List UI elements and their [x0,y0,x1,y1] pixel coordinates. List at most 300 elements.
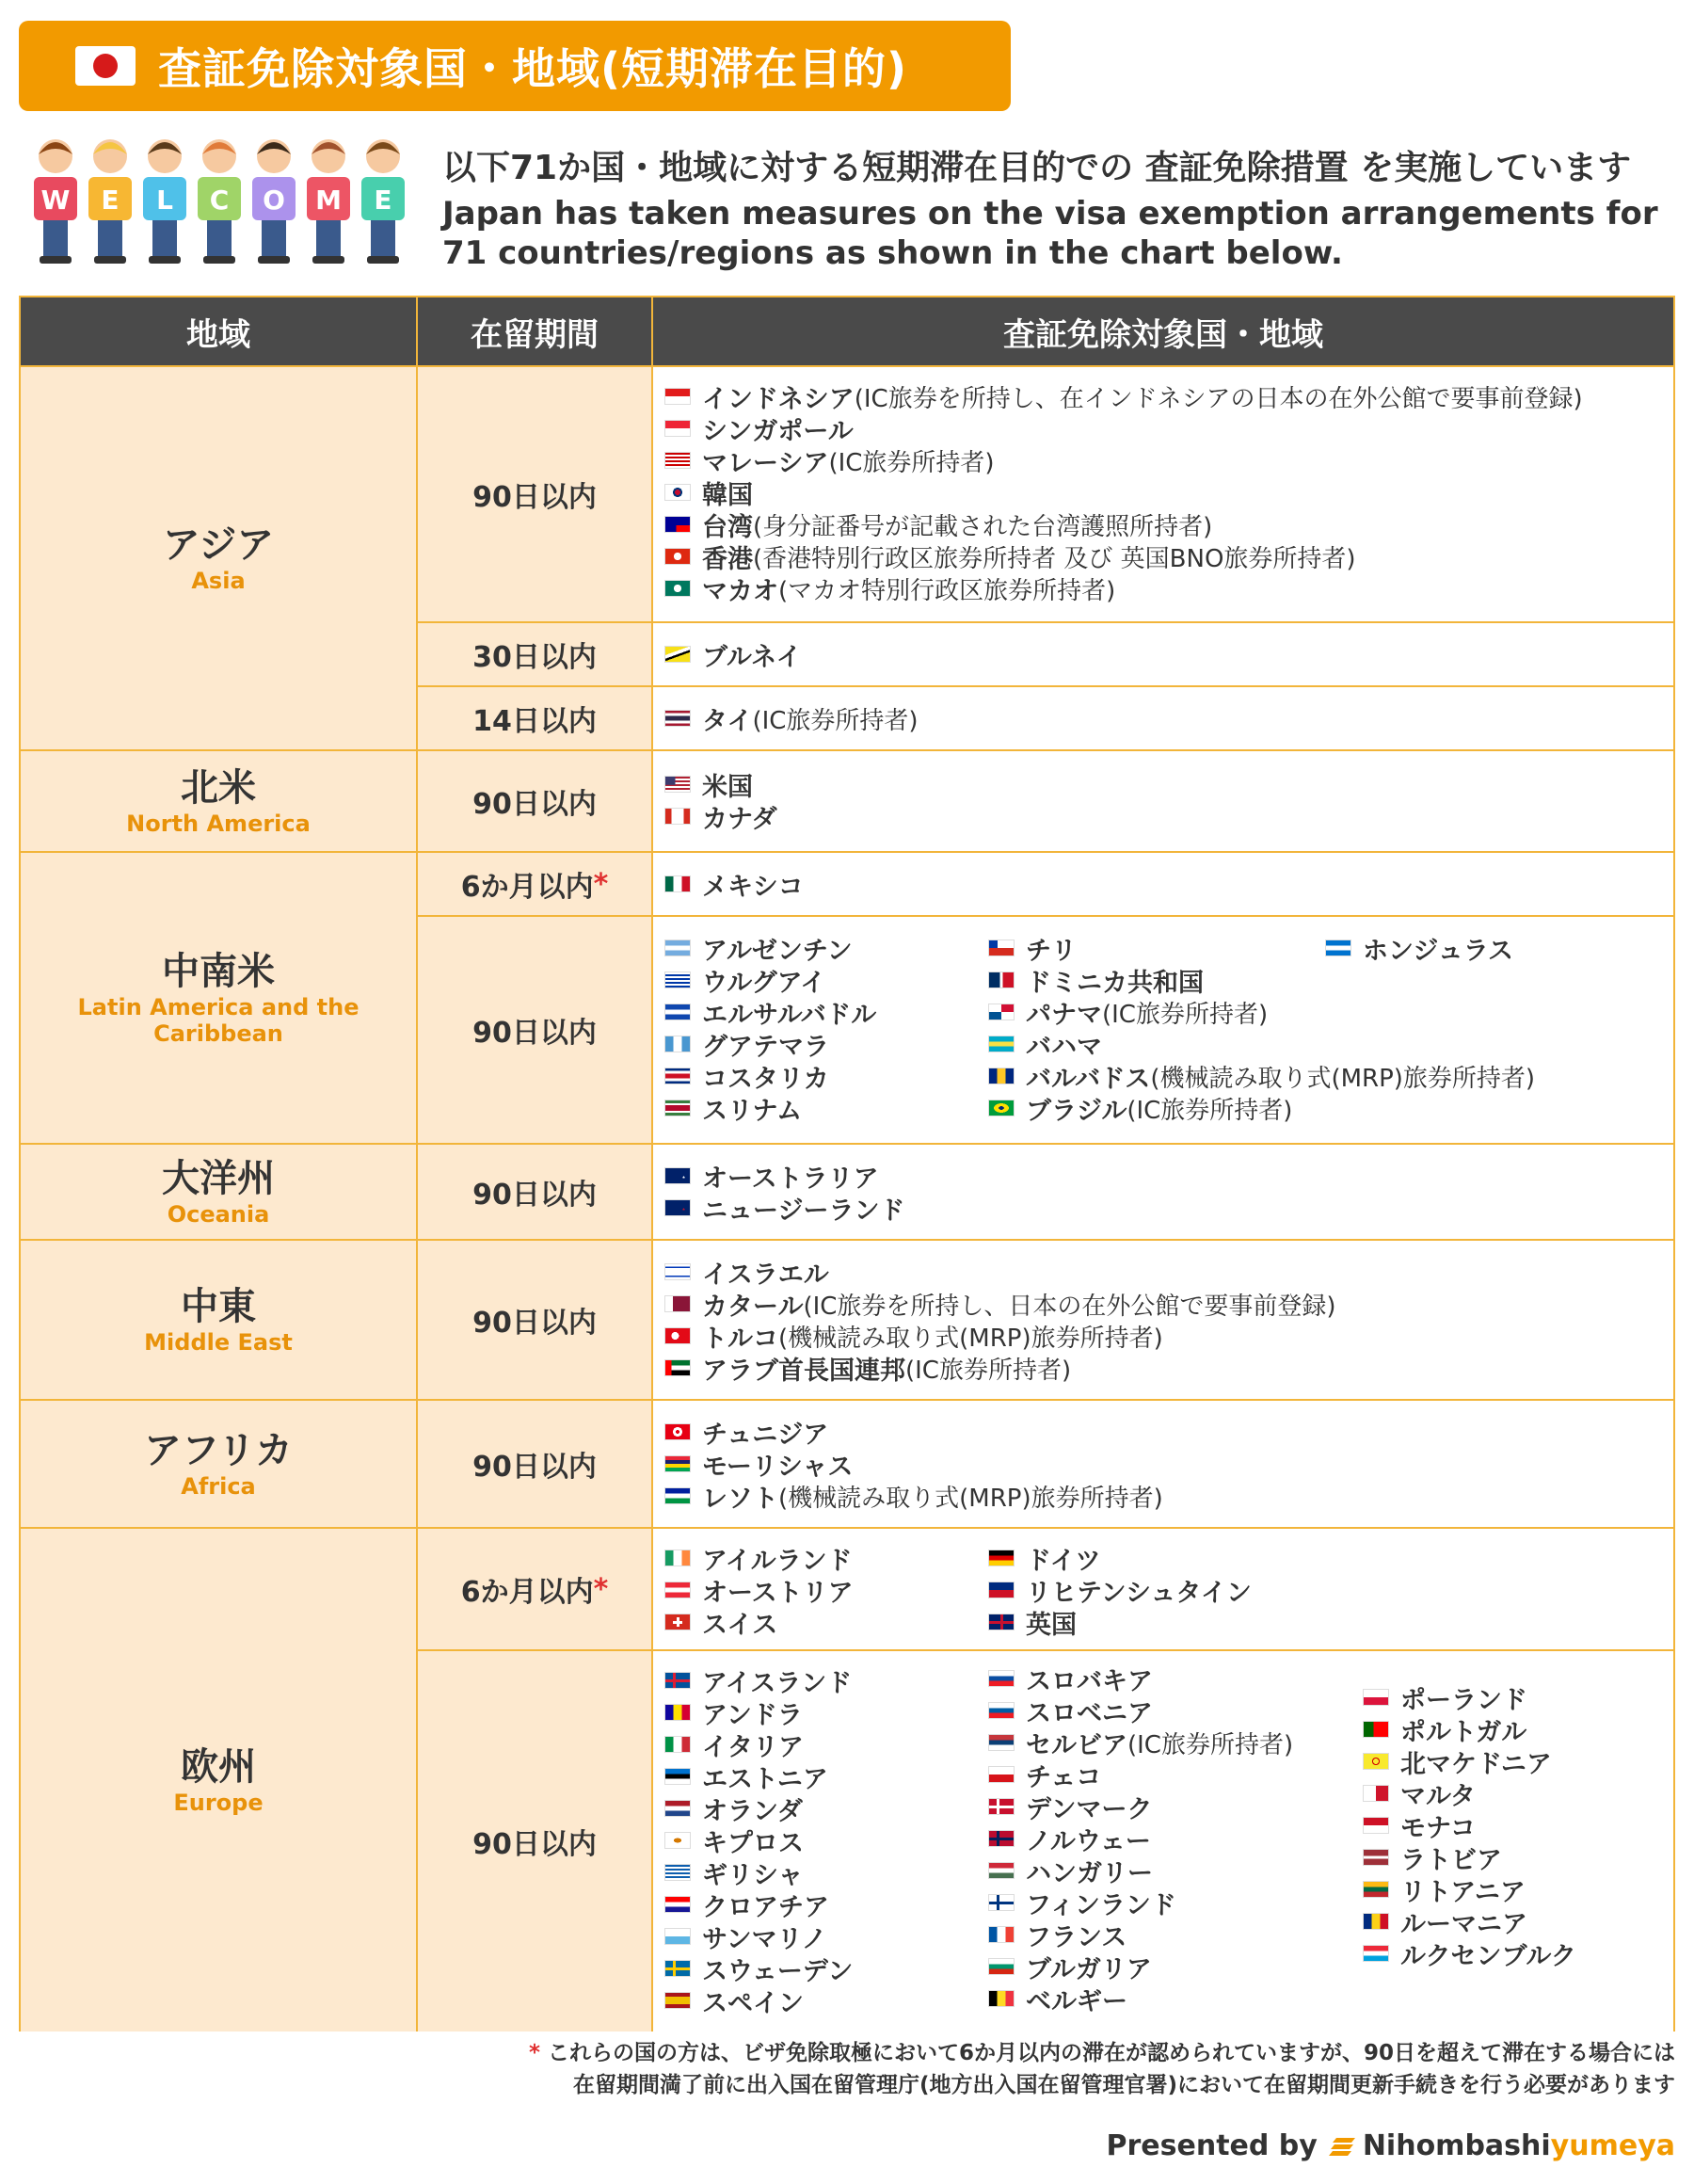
flag-pa-icon [988,1004,1015,1020]
country-item [664,444,1583,476]
flag-tn-icon [664,1423,691,1440]
country-name: エストニア [702,1764,828,1794]
country-name: スリナム [702,1096,803,1126]
country-item [1325,932,1513,964]
region-name-jp: 中南米 [162,950,275,993]
country-name: リトアニア [1400,1877,1526,1907]
country-item [988,1887,1293,1919]
asterisk: * [528,2041,540,2065]
country-name: ハンガリー [1026,1858,1153,1888]
flag-cy-icon [664,1832,691,1849]
country-item [1363,1809,1576,1841]
country-name: タイ [702,706,753,736]
country-item [1363,1873,1576,1905]
countries-latam-6m [651,851,1673,915]
welcome-letter: M [315,185,342,216]
country-name: ブラジル [1026,1096,1127,1126]
country-name: サンマリノ [702,1924,827,1954]
country-note: (IC旅券所持者) [828,448,995,477]
kid-figure [361,139,405,264]
country-name: バハマ [1026,1032,1102,1062]
flag-be-icon [988,1990,1015,2007]
flag-hu-icon [988,1862,1015,1879]
country-item [664,476,1583,508]
flag-nz-icon [664,1199,691,1216]
countries-latam-90 [651,915,1673,1143]
country-note: (IC旅券所持者) [752,706,919,735]
flag-qa-icon [664,1295,691,1312]
kid-figure [143,139,186,264]
country-name: オランダ [702,1796,803,1826]
flag-sv-icon [664,1004,691,1020]
country-item [664,1416,1163,1448]
country-note: (IC旅券所持者) [1127,1730,1294,1759]
region-name-jp: 欧州 [181,1745,256,1789]
stay-latam-90: 90日以内 [416,915,651,1143]
country-item [664,1792,853,1824]
country-name: ブルネイ [702,642,802,672]
stay-eu-6m [416,1527,651,1649]
flag-mo-icon [664,580,691,597]
country-name: スイス [702,1610,778,1640]
country-item [988,1542,1252,1574]
flag-us-icon [664,776,691,793]
country-item [988,1028,1535,1060]
visa-exemption-table [19,296,1675,2031]
flag-sg-icon [664,420,691,437]
country-item [988,1574,1252,1606]
flag-lv-icon [1363,1849,1389,1866]
flag-br-icon [988,1100,1015,1116]
brand-a: Nihombashi [1362,2129,1551,2162]
country-item [664,1480,1163,1512]
country-item [664,1574,854,1606]
welcome-kids-illustration [23,128,427,279]
country-item [664,1856,853,1888]
stay-oceania-90: 90日以内 [416,1143,651,1239]
country-note: (IC旅券を所持し、日本の在外公館で要事前登録) [803,1292,1336,1321]
country-item [664,1160,904,1192]
welcome-letter: E [101,185,120,216]
country-item [664,1920,853,1952]
country-item [988,964,1535,996]
stay-africa-90: 90日以内 [416,1399,651,1527]
countries-eu-6m [651,1527,1673,1649]
region-name-en: North America [126,811,311,837]
stay-asia-30: 30日以内 [416,621,651,685]
flag-si-icon [988,1702,1015,1719]
country-item [664,412,1583,444]
flag-bg-icon [988,1958,1015,1975]
intro-en-line2: 71 countries/regions as shown in the chart below. [442,234,1343,272]
flag-gt-icon [664,1036,691,1052]
country-name: シンガポール [702,416,854,446]
flag-cz-icon [988,1766,1015,1783]
welcome-letter: C [209,185,230,216]
flag-ca-icon [664,808,691,825]
flag-nl-icon [664,1800,691,1817]
flag-fr-icon [988,1926,1015,1943]
countries-oceania-90 [651,1143,1673,1239]
stay-label: 6か月以内 [460,871,594,904]
header-region: 地域 [21,297,416,365]
country-item [988,1823,1293,1855]
country-item [988,1919,1293,1951]
stay-me-90: 90日以内 [416,1239,651,1399]
footnote [529,2037,1675,2101]
flag-cl-icon [988,939,1015,956]
country-name: 台湾 [702,512,753,542]
country-name: トルコ [702,1324,778,1354]
country-item [1363,1713,1576,1745]
country-name: パナマ [1026,1000,1102,1030]
country-note: (IC旅券を所持し、在インドネシアの日本の在外公館で要事前登録) [854,384,1583,413]
flag-lt-icon [1363,1881,1389,1898]
country-name: マレーシア [702,448,829,478]
flag-hr-icon [664,1896,691,1913]
flag-dk-icon [988,1798,1015,1815]
flag-kr-icon [664,484,691,501]
country-item [664,1824,853,1856]
country-item [664,1060,876,1092]
country-item [664,1664,853,1696]
asterisk: * [593,867,609,901]
asterisk: * [593,1572,609,1606]
countries-asia-30 [651,621,1673,685]
country-item [664,1952,853,1984]
brand-logo-icon [1329,2134,1357,2159]
flag-bn-icon [664,646,691,663]
flag-lu-icon [1363,1945,1389,1962]
region-north-america [19,749,416,851]
country-name: レソト [702,1484,778,1514]
countries-asia-90 [651,365,1673,621]
stay-asia-90: 90日以内 [416,365,651,621]
region-name-en-2: Caribbean [153,1020,283,1047]
country-item [988,1951,1293,1983]
japan-flag-icon [75,46,136,86]
countries-na-90 [651,749,1673,851]
country-item [664,508,1583,540]
stay-na-90: 90日以内 [416,749,651,851]
country-note: (身分証番号が記載された台湾護照所持者) [753,512,1213,541]
country-name: ウルグアイ [702,968,826,998]
region-oceania [19,1143,416,1239]
kid-figure [198,139,241,264]
stay-eu-90: 90日以内 [416,1649,651,2031]
flag-pl-icon [1363,1689,1389,1706]
country-name: イタリア [702,1732,804,1762]
region-africa [19,1399,416,1527]
country-note: (IC旅券所持者) [1102,1000,1269,1029]
flag-de-icon [988,1550,1015,1566]
country-item [664,1028,876,1060]
country-name: フィンランド [1026,1890,1176,1920]
country-item [664,702,919,734]
country-name: チェコ [1026,1762,1102,1792]
country-name: アイスランド [702,1668,853,1698]
country-item [664,1696,853,1728]
country-name: 米国 [702,772,753,802]
country-item [664,932,876,964]
flag-tr-icon [664,1327,691,1344]
flag-ar-icon [664,939,691,956]
presented-by [1107,2129,1676,2162]
region-name-en: Middle East [144,1329,293,1356]
flag-sk-icon [988,1670,1015,1687]
region-name-en: Africa [181,1473,256,1500]
country-name: カタール [702,1292,804,1322]
country-item [1363,1745,1576,1777]
flag-is-icon [664,1672,691,1689]
stay-asia-14: 14日以内 [416,685,651,749]
country-item [664,638,802,670]
country-item [988,1694,1293,1726]
intro-jp: 以下71か国・地域に対する短期滞在目的での 査証免除措置 を実施しています [442,149,1632,187]
region-name-jp: アフリカ [144,1429,293,1472]
flag-rs-icon [988,1734,1015,1751]
country-item [1363,1681,1576,1713]
welcome-letter: E [374,185,392,216]
countries-africa-90 [651,1399,1673,1527]
region-asia [19,365,416,749]
country-item [664,1760,853,1792]
flag-my-icon [664,452,691,469]
country-name: キプロス [702,1828,804,1858]
country-item [988,1758,1293,1791]
country-item [664,1984,853,2016]
country-name: コスタリカ [702,1064,829,1094]
country-name: インドネシア [702,384,855,414]
country-item [664,1448,1163,1480]
kid-figure [307,139,350,264]
flag-au-icon [664,1167,691,1184]
flag-sm-icon [664,1928,691,1945]
country-name: アラブ首長国連邦 [702,1356,905,1386]
region-name-jp: 中東 [181,1285,256,1328]
flag-ad-icon [664,1704,691,1721]
flag-ie-icon [664,1550,691,1566]
country-note: (香港特別行政区旅券所持者 及び 英国BNO旅券所持者) [753,544,1356,573]
flag-mc-icon [1363,1817,1389,1834]
country-note: (機械読み取り式(MRP)旅券所持者) [778,1324,1163,1353]
country-name: ホンジュラス [1363,936,1513,966]
country-name: アルゼンチン [702,936,853,966]
country-name: チュニジア [702,1420,829,1450]
kid-figure [252,139,296,264]
country-name: ポルトガル [1400,1717,1527,1747]
stay-label: 6か月以内 [460,1576,594,1609]
country-name: イスラエル [702,1260,829,1290]
country-name: カナダ [702,804,777,834]
flag-ro-icon [1363,1913,1389,1930]
country-item [1363,1905,1576,1937]
flag-mu-icon [664,1455,691,1472]
country-item [664,1352,1336,1384]
country-item [664,1288,1336,1320]
brand-name [1363,2129,1675,2162]
flag-hn-icon [1325,939,1351,956]
country-name: マルタ [1400,1781,1476,1811]
header-countries: 査証免除対象国・地域 [651,297,1673,365]
flag-se-icon [664,1960,691,1977]
region-name-en: Europe [173,1790,264,1816]
flag-do-icon [988,972,1015,988]
country-name: ドイツ [1026,1546,1101,1576]
country-name: 韓国 [702,480,753,510]
flag-es-icon [664,1992,691,2009]
flag-il-icon [664,1263,691,1280]
flag-it-icon [664,1736,691,1753]
country-name: 北マケドニア [1400,1749,1552,1779]
flag-ee-icon [664,1768,691,1785]
country-name: デンマーク [1026,1794,1153,1824]
region-name-jp: 大洋州 [162,1157,275,1200]
country-name: モーリシャス [702,1452,854,1482]
country-item [988,1983,1293,2015]
country-name: チリ [1026,936,1077,966]
region-name-en: Asia [191,568,246,594]
flag-bs-icon [988,1036,1015,1052]
country-name: マカオ [702,576,778,606]
flag-tw-icon [664,516,691,533]
flag-mx-icon [664,875,691,892]
kid-figure [34,139,77,264]
country-item [988,1791,1293,1823]
flag-fi-icon [988,1894,1015,1911]
country-item [988,1060,1535,1092]
country-note: (マカオ特別行政区旅券所持者) [778,576,1116,605]
flag-gr-icon [664,1864,691,1881]
country-name: オーストラリア [702,1164,879,1194]
country-name: ルクセンブルク [1400,1941,1576,1971]
country-name: ラトビア [1400,1845,1502,1875]
country-item [664,572,1583,604]
country-item [988,996,1535,1028]
welcome-letter: L [156,185,173,216]
flag-cr-icon [664,1068,691,1084]
flag-uy-icon [664,972,691,988]
presented-prefix: Presented by [1106,2129,1318,2162]
country-item [988,1092,1535,1124]
flag-bb-icon [988,1068,1015,1084]
country-name: メキシコ [702,872,804,902]
country-item [664,868,804,900]
region-name-en: Oceania [167,1201,270,1228]
country-name: ルーマニア [1400,1909,1527,1939]
country-item [664,1728,853,1760]
intro-en [442,194,1666,273]
footnote-line2: 在留期間満了前に出入国在留管理庁(地方出入国在留管理官署)において在留期間更新手続きを行う必要があります [572,2073,1675,2097]
country-name: ギリシャ [702,1860,804,1890]
country-item [664,768,777,800]
country-item [664,996,876,1028]
country-name: ポーランド [1400,1685,1527,1715]
country-name: オーストリア [702,1578,854,1608]
country-name: バルバドス [1026,1064,1151,1094]
country-item [664,540,1583,572]
flag-th-icon [664,710,691,727]
country-item [664,1888,853,1920]
country-name: ブルガリア [1026,1954,1152,1984]
country-item [664,380,1583,412]
country-item [664,1606,854,1638]
region-name-jp: アジア [162,523,275,567]
welcome-letter: O [263,185,285,216]
country-name: グアテマラ [702,1032,829,1062]
region-name-en-1: Latin America and the [77,994,360,1020]
region-name-jp: 北米 [181,766,256,810]
country-note: (機械読み取り式(MRP)旅券所持者) [778,1484,1163,1513]
countries-eu-90 [651,1649,1673,2031]
country-name: ベルギー [1026,1986,1127,2016]
flag-ls-icon [664,1487,691,1504]
welcome-letter: W [40,185,71,216]
flag-at-icon [664,1582,691,1598]
country-note: (IC旅券所持者) [1127,1096,1293,1125]
country-name: スロベニア [1026,1698,1153,1728]
country-name: アイルランド [702,1546,853,1576]
intro-en-line1: Japan has taken measures on the visa exemption arrangements for [442,195,1658,233]
country-name: スペイン [702,1988,804,2018]
region-latin-america [19,851,416,1143]
country-item [664,800,777,832]
flag-ae-icon [664,1359,691,1376]
country-item [988,1726,1293,1758]
kid-figure [88,139,132,264]
country-item [664,1092,876,1124]
footnote-text1: これらの国の方は、ビザ免除取極において6か月以内の滞在が認められていますが、90日を超えて滞在する場合には [539,2041,1675,2065]
stay-latam-6m [416,851,651,915]
page-title: 査証免除対象国・地域(短期滞在目的) [158,43,908,94]
country-name: モナコ [1400,1813,1476,1843]
countries-asia-14 [651,685,1673,749]
country-item [664,1192,904,1224]
flag-hk-icon [664,548,691,565]
country-item [1363,1777,1576,1809]
country-item [988,1606,1252,1638]
flag-ch-icon [664,1614,691,1630]
country-item [1363,1937,1576,1969]
country-name: アンドラ [702,1700,803,1730]
country-name: 香港 [702,544,753,574]
country-name: エルサルバドル [702,1000,877,1030]
country-name: 英国 [1026,1610,1077,1640]
flag-pt-icon [1363,1721,1389,1738]
flag-no-icon [988,1830,1015,1847]
country-name: スウェーデン [702,1956,854,1986]
country-name: リヒテンシュタイン [1026,1578,1252,1608]
country-item [664,1256,1336,1288]
country-name: ドミニカ共和国 [1026,968,1204,998]
country-item [1363,1841,1576,1873]
flag-sr-icon [664,1100,691,1116]
flag-mt-icon [1363,1785,1389,1802]
country-name: クロアチア [702,1892,829,1922]
country-name: スロバキア [1026,1666,1153,1696]
country-name: ニュージーランド [702,1196,905,1226]
flag-id-icon [664,388,691,405]
header-stay: 在留期間 [416,297,651,365]
country-item [988,1855,1293,1887]
country-item [664,964,876,996]
country-item [664,1542,854,1574]
brand-b: yumeya [1550,2129,1675,2162]
country-name: フランス [1026,1922,1127,1952]
region-europe [19,1527,416,2031]
country-note: (機械読み取り式(MRP)旅券所持者) [1150,1064,1536,1093]
flag-li-icon [988,1582,1015,1598]
